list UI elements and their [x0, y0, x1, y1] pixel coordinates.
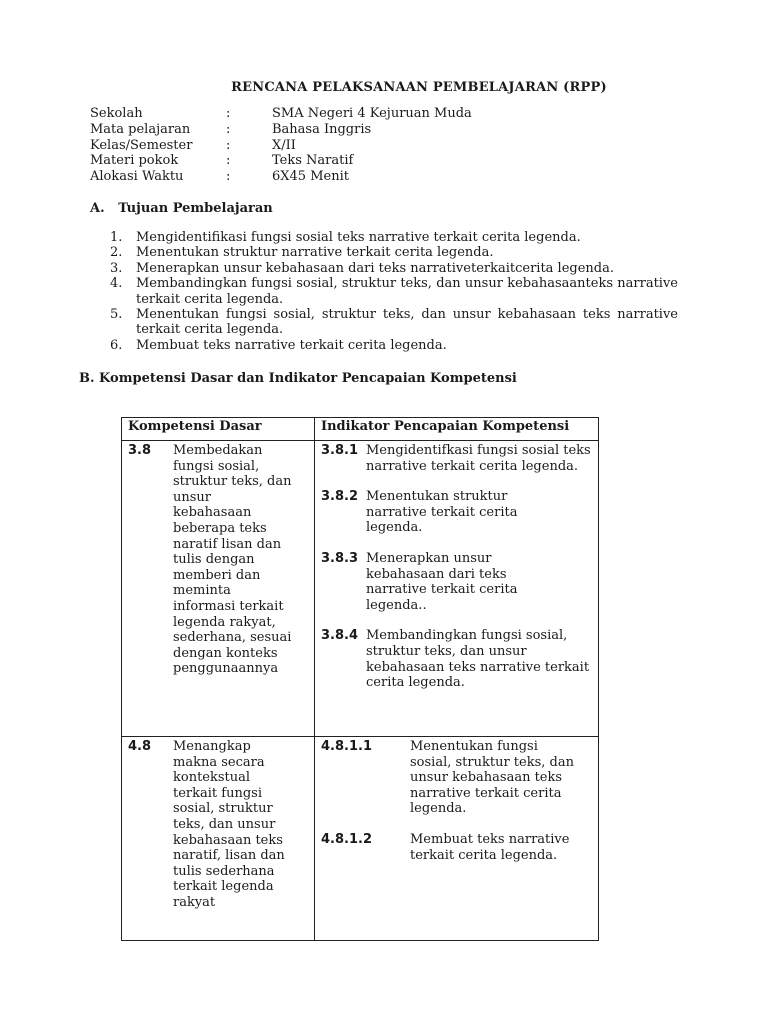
- info-label: Sekolah: [90, 106, 143, 121]
- indicator-text: Membuat teks narrative terkait cerita legenda.: [410, 831, 570, 863]
- section-a-marker: A.: [90, 201, 105, 216]
- list-number: 2.: [110, 245, 123, 261]
- competency-table: [121, 417, 599, 941]
- list-number: 3.: [110, 260, 123, 276]
- list-number: 4.: [110, 276, 123, 292]
- indicator-code: 3.8.2: [321, 489, 359, 505]
- info-value: SMA Negeri 4 Kejuruan Muda: [272, 106, 472, 121]
- indicator-text: Menerapkan unsur kebahasaan dari teks narrative terkait cerita legenda..: [366, 550, 518, 613]
- section-a-heading: [90, 201, 273, 216]
- table-row: [122, 441, 599, 737]
- info-label: Alokasi Waktu: [90, 169, 184, 185]
- info-separator: :: [226, 121, 231, 137]
- info-separator: :: [226, 106, 231, 121]
- indicator-item: [321, 551, 592, 613]
- list-text: Mengidentifikasi fungsi sosial teks narrative terkait cerita legenda.: [136, 230, 581, 245]
- list-item: [110, 307, 678, 338]
- kd-text: Membedakan fungsi sosial, struktur teks, dan unsur kebahasaan beberapa teks naratif lisan dan tulis dengan memberi dan meminta informasi terkait legenda rakyat, sederhana, sesuai dengan konteks penggunaannya: [173, 443, 292, 677]
- list-text: Menerapkan unsur kebahasaan dari teks narrativeterkaitcerita legenda.: [136, 260, 615, 276]
- indicator-item: [321, 628, 592, 690]
- list-text: Membuat teks narrative terkait cerita legenda.: [136, 337, 447, 353]
- info-value: Teks Naratif: [272, 153, 354, 169]
- list-number: 6.: [110, 337, 123, 353]
- info-value: 6X45 Menit: [272, 169, 349, 185]
- indicator-cell: [315, 737, 599, 941]
- list-item: [110, 245, 678, 260]
- info-value: Bahasa Inggris: [272, 121, 372, 137]
- indicator-code: 4.8.1.1: [321, 739, 372, 754]
- objectives-list: [110, 230, 678, 353]
- info-separator: :: [226, 153, 231, 169]
- list-text: Menentukan struktur narrative terkait cerita legenda.: [136, 245, 494, 261]
- indicator-item: [321, 443, 592, 474]
- info-row: [90, 106, 472, 122]
- indicator-cell: [315, 441, 599, 737]
- document-title: RENCANA PELAKSANAAN PEMBELAJARAN (RPP): [231, 80, 607, 95]
- indicator-text: Mengidentifkasi fungsi sosial teks narrative terkait cerita legenda.: [366, 443, 591, 474]
- table-header-indicator: Indikator Pencapaian Kompetensi: [315, 418, 599, 441]
- info-label: Materi pokok: [90, 153, 179, 169]
- indicator-item: [321, 832, 592, 863]
- table-row: [122, 737, 599, 941]
- info-label: Mata pelajaran: [90, 121, 191, 137]
- indicator-text: Membandingkan fungsi sosial, struktur teks, dan unsur kebahasaan teks narrative terkait cerita legenda.: [366, 628, 590, 691]
- kd-cell: [122, 441, 315, 737]
- indicator-code: 3.8.4: [321, 628, 359, 644]
- indicator-item: [321, 739, 592, 817]
- info-value: X/II: [272, 137, 296, 153]
- kd-text: Menangkap makna secara kontekstual terkait fungsi sosial, struktur teks, dan unsur kebahasaan teks naratif, lisan dan tulis sederhana terkait legenda rakyat: [173, 739, 285, 910]
- list-item: [110, 338, 678, 353]
- section-b-heading: [79, 371, 517, 386]
- list-number: 1.: [110, 230, 123, 245]
- indicator-code: 3.8.1: [321, 443, 359, 458]
- list-number: 5.: [110, 307, 123, 323]
- section-b-title: Kompetensi Dasar dan Indikator Pencapaian Kompetensi: [99, 371, 517, 386]
- info-row: [90, 122, 472, 138]
- table-header-row: [122, 418, 599, 441]
- table-header-kd: Kompetensi Dasar: [122, 418, 315, 441]
- list-text: Membandingkan fungsi sosial, struktur teks, dan unsur kebahasaanteks narrative terkait cerita legenda.: [136, 276, 678, 307]
- indicator-code: 4.8.1.2: [321, 831, 372, 847]
- kd-cell: [122, 737, 315, 941]
- indicator-text: Menentukan struktur narrative terkait cerita legenda.: [366, 489, 518, 536]
- kd-code: 3.8: [128, 443, 152, 458]
- list-item: [110, 230, 678, 245]
- info-label: Kelas/Semester: [90, 137, 193, 153]
- list-item: [110, 261, 678, 276]
- info-row: [90, 153, 472, 169]
- indicator-code: 3.8.3: [321, 550, 359, 566]
- info-row: [90, 169, 472, 185]
- list-item: [110, 276, 678, 307]
- list-text: Menentukan fungsi sosial, struktur teks, dan unsur kebahasaan teks narrative terkait cerita legenda.: [136, 307, 678, 338]
- info-separator: :: [226, 169, 231, 185]
- section-b-marker: B.: [79, 371, 95, 386]
- info-row: [90, 138, 472, 154]
- kd-code: 4.8: [128, 739, 152, 754]
- indicator-item: [321, 489, 592, 536]
- indicator-text: Menentukan fungsi sosial, struktur teks, dan unsur kebahasaan teks narrative terkait cerita legenda.: [410, 739, 574, 817]
- section-a-title: Tujuan Pembelajaran: [118, 201, 273, 216]
- info-separator: :: [226, 137, 231, 153]
- info-block: [90, 106, 472, 185]
